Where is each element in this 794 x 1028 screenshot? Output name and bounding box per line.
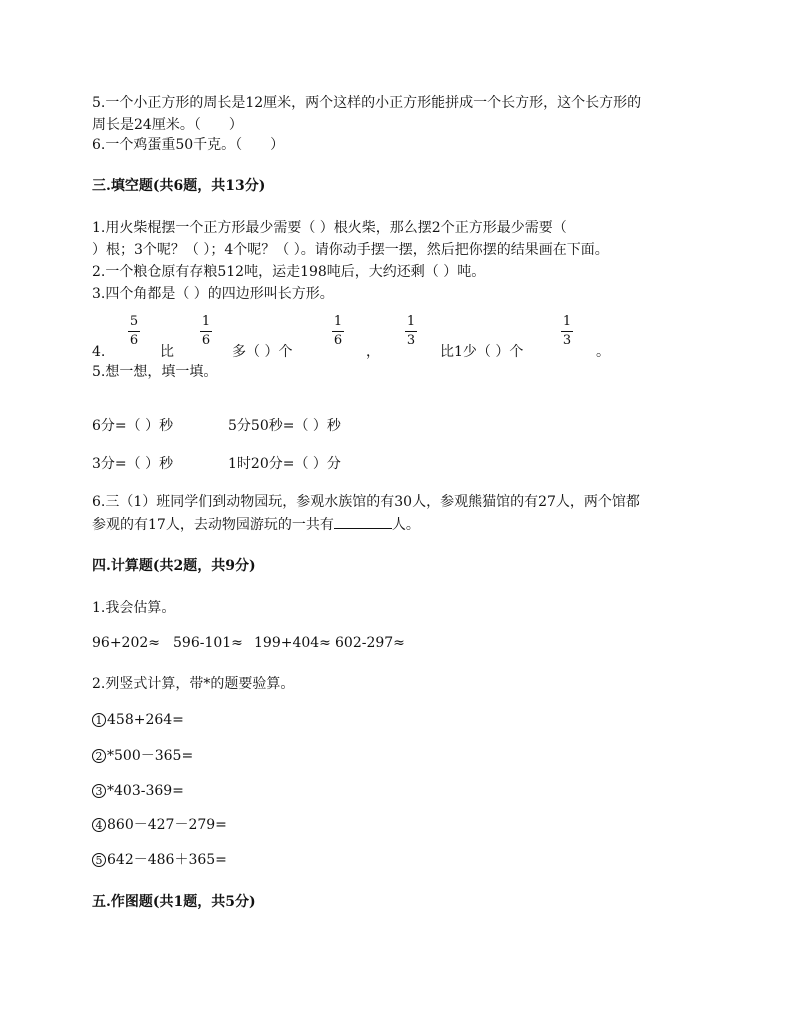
- question-text: 比: [160, 344, 174, 360]
- question-text: 5分50秒=（ ）秒: [228, 418, 341, 434]
- estimate-item: 199+404≈: [254, 635, 331, 651]
- fraction-denominator: 6: [333, 333, 343, 348]
- fraction-numerator: 1: [562, 314, 572, 329]
- question-text: 1.我会估算。: [92, 600, 176, 616]
- calc-expression: *500－365=: [107, 748, 194, 764]
- fraction: [559, 315, 575, 348]
- fraction-numerator: 1: [201, 314, 211, 329]
- estimate-item: 96+202≈: [92, 635, 160, 651]
- calc-item: [92, 850, 227, 870]
- question-text: 5.想一想，填一填。: [92, 364, 218, 380]
- fraction: [403, 315, 419, 348]
- question-number: 4.: [92, 344, 106, 360]
- answer-blank[interactable]: [334, 514, 392, 529]
- question-text: 比1少（ ）个: [440, 344, 524, 360]
- fraction-numerator: 1: [406, 314, 416, 329]
- calc-expression: 642－486＋365=: [107, 852, 227, 868]
- question-text: 周长是24厘米。（ ）: [92, 117, 243, 133]
- calc-item: [92, 710, 184, 730]
- circled-number: 4: [92, 818, 106, 832]
- fraction: [198, 315, 214, 348]
- fraction-denominator: 6: [129, 333, 139, 348]
- calc-expression: *403-369=: [107, 783, 184, 799]
- fraction-numerator: 5: [129, 314, 139, 329]
- fraction-numerator: 1: [333, 314, 343, 329]
- estimate-item: 602-297≈: [335, 635, 405, 651]
- fraction: [126, 315, 142, 348]
- calc-item: [92, 746, 193, 766]
- question-text: 2.列竖式计算，带*的题要验算。: [92, 676, 295, 692]
- question-text: ）根；3个呢？（ ）；4个呢？（ ）。请你动手摆一摆，然后把你摆的结果画在下面。: [92, 242, 609, 258]
- calc-item: [92, 781, 184, 801]
- question-text: 6.一个鸡蛋重50千克。（ ）: [92, 137, 285, 153]
- question-text: 5.一个小正方形的周长是12厘米，两个这样的小正方形能拼成一个长方形，这个长方形的: [92, 95, 642, 111]
- section-heading: 四.计算题(共2题，共9分): [92, 558, 256, 574]
- calc-item: [92, 815, 227, 835]
- estimate-item: 596-101≈: [173, 635, 243, 651]
- question-text: 。: [596, 344, 610, 360]
- question-text: 1.用火柴棍摆一个正方形最少需要（ ）根火柴，那么摆2个正方形最少需要（: [92, 220, 567, 236]
- question-text-part: 参观的有17人，去动物园游玩的一共有: [92, 517, 334, 533]
- question-text: 6分=（ ）秒: [92, 418, 174, 434]
- circled-number: 2: [92, 749, 106, 763]
- question-text: 2.一个粮仓原有存粮512吨，运走198吨后，大约还剩（ ）吨。: [92, 264, 486, 280]
- question-text: 3分=（ ）秒: [92, 456, 174, 472]
- circled-number: 1: [92, 713, 106, 727]
- calc-expression: 458+264=: [107, 712, 184, 728]
- section-heading: 三.填空题(共6题，共13分): [92, 178, 266, 194]
- question-text: 3.四个角都是（ ）的四边形叫长方形。: [92, 286, 334, 302]
- question-text: 1时20分=（ ）分: [228, 456, 341, 472]
- fraction-denominator: 3: [406, 333, 416, 348]
- circled-number: 3: [92, 784, 106, 798]
- question-text: ，: [366, 344, 380, 360]
- fraction-denominator: 6: [201, 333, 211, 348]
- section-heading: 五.作图题(共1题，共5分): [92, 894, 256, 910]
- question-text-part: 人。: [391, 517, 420, 533]
- fraction-denominator: 3: [562, 333, 572, 348]
- calc-expression: 860－427－279=: [107, 817, 227, 833]
- fraction: [330, 315, 346, 348]
- question-text: [92, 514, 420, 535]
- question-text: 6.三（1）班同学们到动物园玩，参观水族馆的有30人，参观熊猫馆的有27人，两个馆都: [92, 494, 640, 510]
- question-text: 多（ ）个: [232, 344, 293, 360]
- circled-number: 5: [92, 853, 106, 867]
